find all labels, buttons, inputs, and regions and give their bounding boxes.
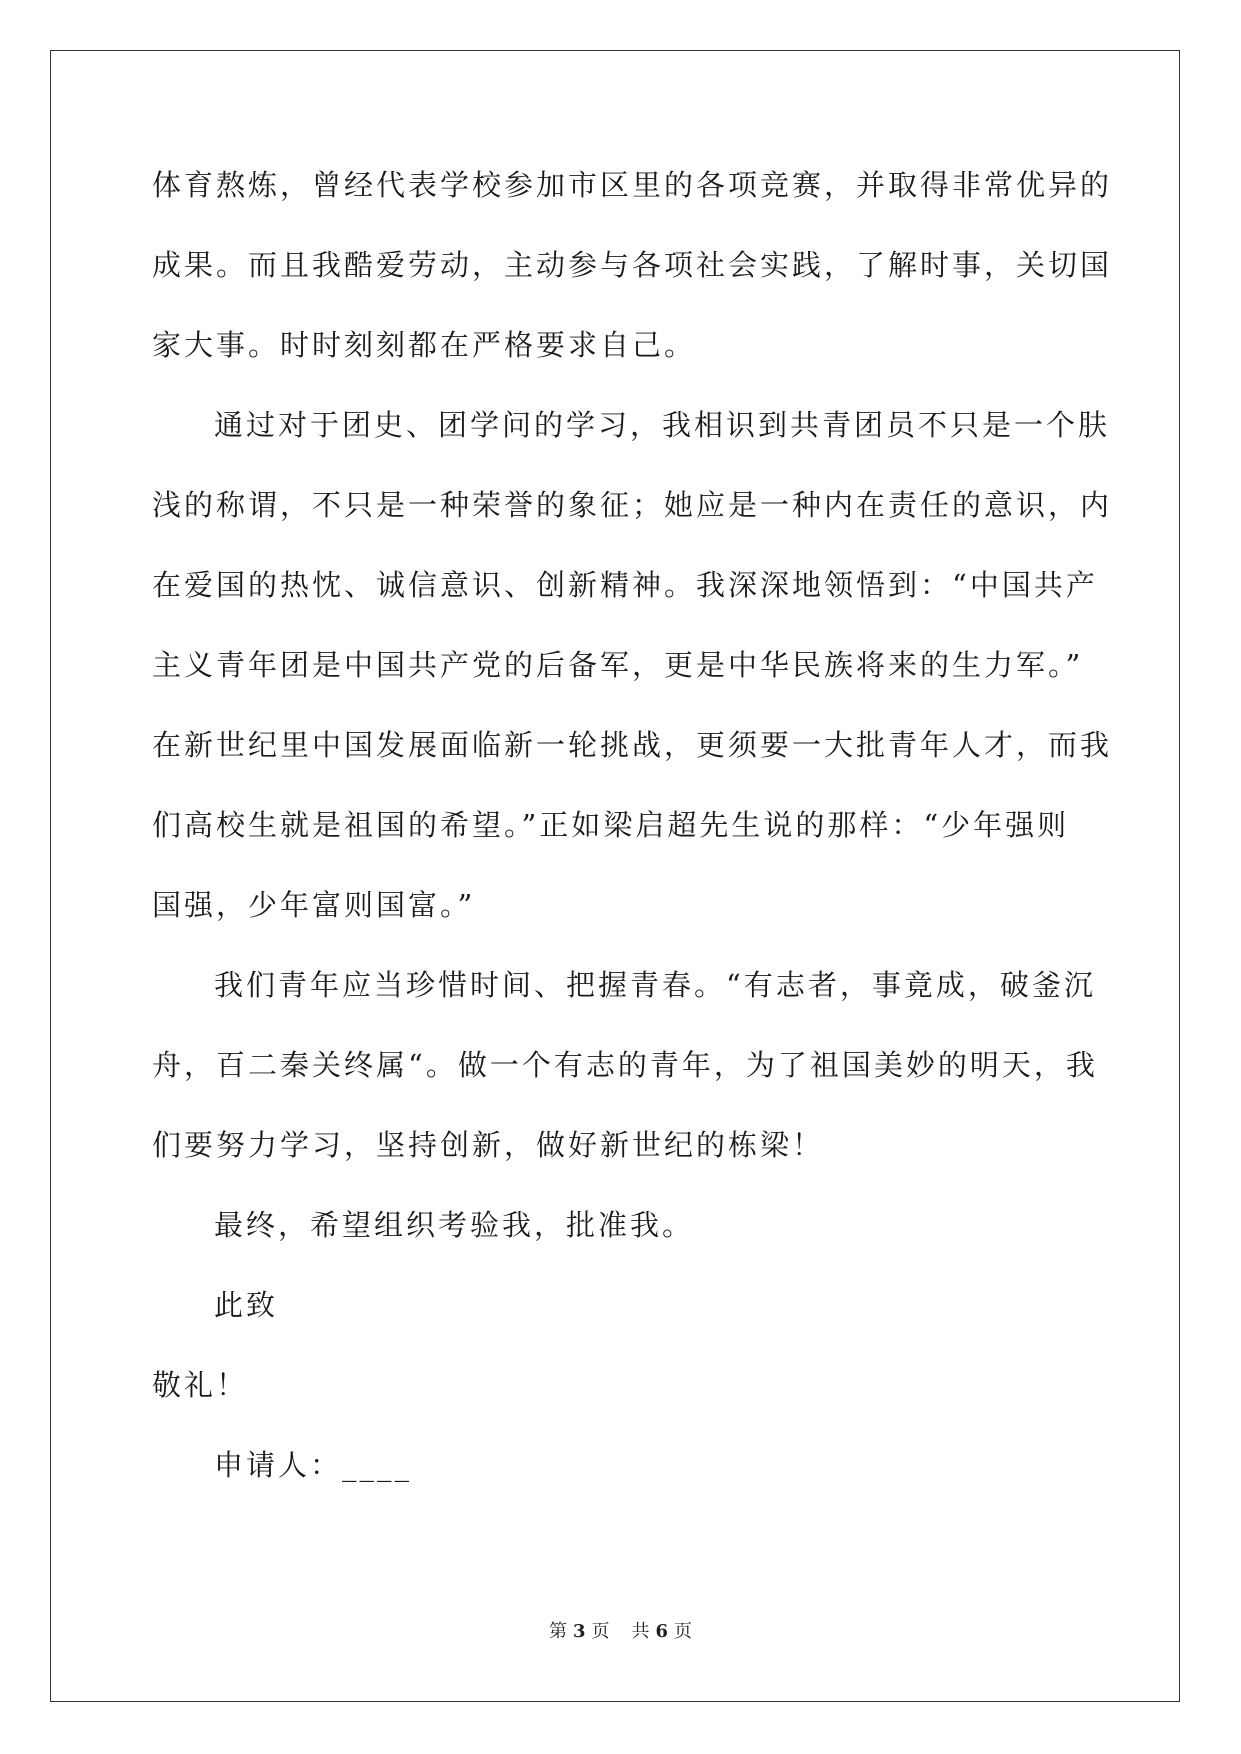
text-line: 我们青年应当珍惜时间、把握青春。“有志者，事竟成，破釜沉 xyxy=(214,968,1096,1002)
closing-regards: 敬礼！ xyxy=(152,1368,249,1402)
text-line: 们要努力学习，坚持创新，做好新世纪的栋梁！ xyxy=(152,1128,825,1162)
total-unit: 页 xyxy=(674,1621,693,1642)
text-line: 国强，少年富则国富。” xyxy=(152,888,476,922)
text-line: 通过对于团史、团学问的学习，我相识到共青团员不只是一个肤 xyxy=(214,408,1111,442)
applicant-signature-line: 申请人：____ xyxy=(214,1448,413,1482)
closing-salutation: 此致 xyxy=(214,1288,279,1322)
text-line: 浅的称谓，不只是一种荣誉的象征；她应是一种内在责任的意识，内 xyxy=(152,488,1113,522)
text-line: 成果。而且我酷爱劳动，主动参与各项社会实践，了解时事，关切国 xyxy=(152,248,1113,282)
page-number: 3 xyxy=(572,1621,586,1642)
text-line: 在新世纪里中国发展面临新一轮挑战，更须要一大批青年人才，而我 xyxy=(152,728,1113,762)
text-line: 家大事。时时刻刻都在严格要求自己。 xyxy=(152,328,697,362)
page-prefix: 第 xyxy=(548,1621,567,1642)
text-line: 最终，希望组织考验我，批准我。 xyxy=(214,1208,695,1242)
text-line: 舟，百二秦关终属“。做一个有志的青年，为了祖国美妙的明天，我 xyxy=(152,1048,1098,1082)
total-pages: 6 xyxy=(655,1621,669,1642)
page-unit: 页 xyxy=(591,1621,610,1642)
total-prefix: 共 xyxy=(631,1621,650,1642)
text-line: 主义青年团是中国共产党的后备军，更是中华民族将来的生力军。” xyxy=(152,648,1084,682)
text-line: 体育熬炼，曾经代表学校参加市区里的各项竞赛，并取得非常优异的 xyxy=(152,168,1113,202)
text-line: 们高校生就是祖国的希望。”正如梁启超先生说的那样：“少年强则 xyxy=(152,808,1070,842)
text-line: 在爱国的热忱、诚信意识、创新精神。我深深地领悟到：“中国共产 xyxy=(152,568,1098,602)
page-footer xyxy=(0,1617,1241,1643)
document-body xyxy=(152,160,1113,1520)
